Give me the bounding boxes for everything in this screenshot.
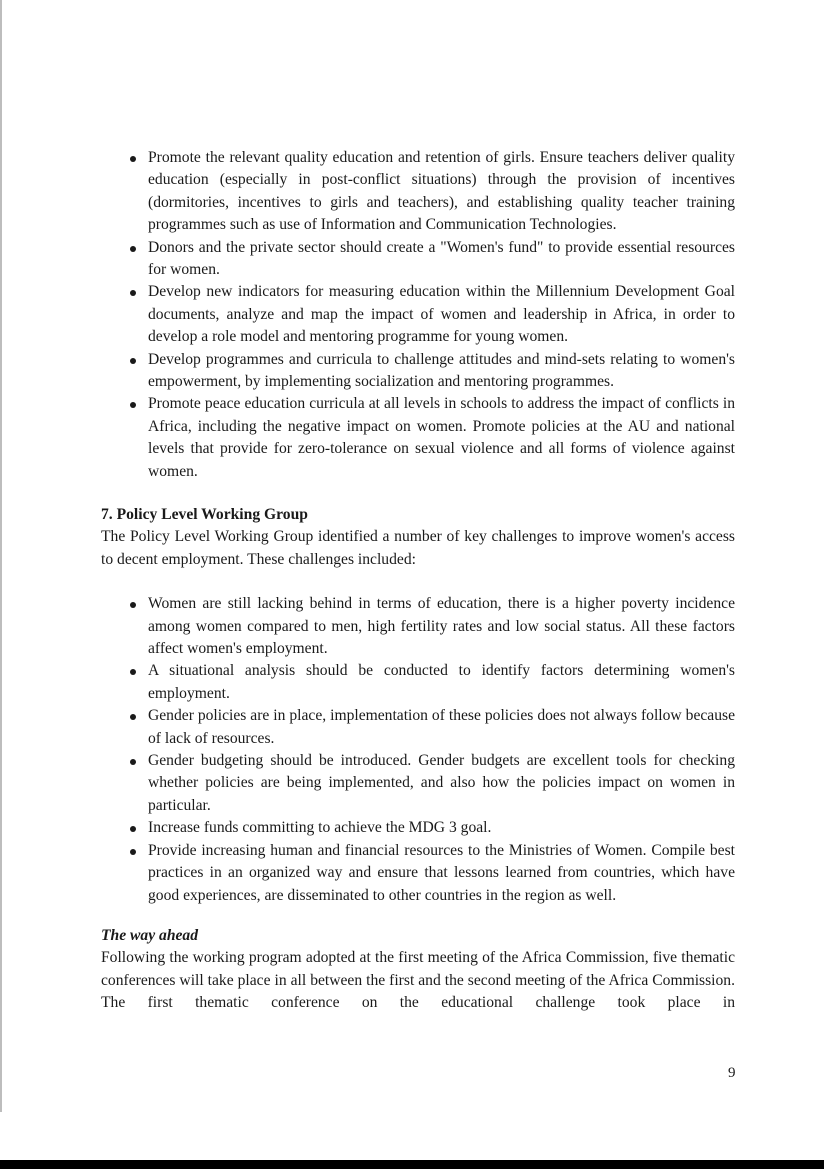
section-intro: The Policy Level Working Group identified a number of key challenges to improve women's access to decent employment. These challenges included: bbox=[101, 528, 735, 568]
section-way-ahead bbox=[101, 925, 735, 1015]
section-policy-level bbox=[101, 504, 735, 907]
scan-bottom-bar bbox=[0, 1160, 824, 1169]
section-heading: The way ahead bbox=[101, 927, 199, 944]
list-item: Gender policies are in place, implementation of these policies does not always follow because of lack of resources. bbox=[101, 705, 735, 750]
paragraph: Following the working program adopted at the first meeting of the Africa Commission, five thematic conferences will take place in all between the first and the second meeting of the Africa Commission. The first thematic conference on the educational challenge took place in bbox=[101, 949, 735, 1012]
list-item: Women are still lacking behind in terms of education, there is a higher poverty incidence among women compared to men, high fertility rates and low social status. All these factors affect women's employment. bbox=[101, 593, 735, 660]
page-number: 9 bbox=[728, 1065, 736, 1081]
list-item: Increase funds committing to achieve the MDG 3 goal. bbox=[101, 817, 735, 839]
list-item: Develop programmes and curricula to challenge attitudes and mind-sets relating to women's empowerment, by implementing socialization and mentoring programmes. bbox=[101, 349, 735, 394]
list-item: Promote peace education curricula at all levels in schools to address the impact of conflicts in Africa, including the negative impact on women. Promote policies at the AU and national levels that provide for zero-tolerance on sexual violence and all forms of violence against women. bbox=[101, 393, 735, 483]
section-heading: 7. Policy Level Working Group bbox=[101, 506, 308, 523]
list-item: Develop new indicators for measuring education within the Millennium Development Goal documents, analyze and map the impact of women and leadership in Africa, in order to develop a role model and mentoring programme for young women. bbox=[101, 281, 735, 348]
scan-edge-line bbox=[0, 0, 2, 1112]
bullet-list-education bbox=[101, 147, 735, 483]
list-item: Provide increasing human and financial resources to the Ministries of Women. Compile best practices in an organized way and ensure that lessons learned from countries, which have good experiences, are disseminated to other countries in the region as well. bbox=[101, 840, 735, 907]
list-item: Gender budgeting should be introduced. Gender budgets are excellent tools for checking whether policies are being implemented, and also how the policies impact on women in particular. bbox=[101, 750, 735, 817]
list-item: Promote the relevant quality education and retention of girls. Ensure teachers deliver quality education (especially in post-conflict situations) through the provision of incentives (dormitories, incentives to girls and teachers), and establishing quality teacher training programmes such as use of Information and Communication Technologies. bbox=[101, 147, 735, 237]
list-item: A situational analysis should be conducted to identify factors determining women's employment. bbox=[101, 660, 735, 705]
list-item: Donors and the private sector should create a "Women's fund" to provide essential resources for women. bbox=[101, 237, 735, 282]
